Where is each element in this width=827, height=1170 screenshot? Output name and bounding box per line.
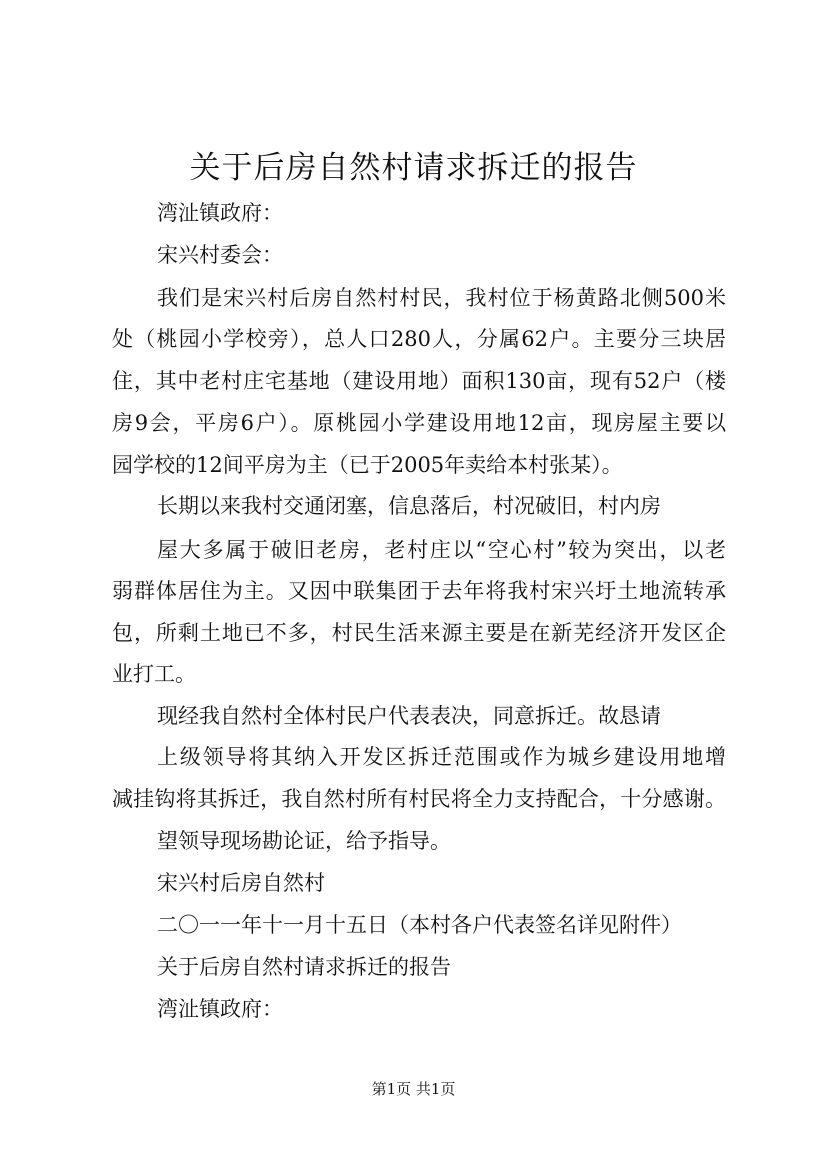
body-line: 住，其中老村庄宅基地（建设用地）面积130亩，现有52户（楼 xyxy=(112,369,726,393)
body-line: 业打工。 xyxy=(112,662,196,686)
body-line: 处（桃园小学校旁），总人口280人，分属62户。主要分三块居 xyxy=(112,327,726,351)
salutation-line: 宋兴村委会： xyxy=(157,243,283,267)
body-line: 园学校的12间平房为主（已于2005年卖给本村张某）。 xyxy=(112,453,623,477)
body-line: 屋大多属于破旧老房，老村庄以“空心村”较为突出，以老 xyxy=(157,538,726,562)
body-line: 减挂钩将其拆迁，我自然村所有村民将全力支持配合，十分感谢。 xyxy=(112,787,726,811)
repeated-title-line: 关于后房自然村请求拆迁的报告 xyxy=(157,955,451,979)
body-line: 上级领导将其纳入开发区拆迁范围或作为城乡建设用地增 xyxy=(157,745,726,769)
body-line: 房9会，平房6户）。原桃园小学建设用地12亩，现房屋主要以 xyxy=(112,411,726,435)
date-line: 二〇一一年十一月十五日（本村各户代表签名详见附件） xyxy=(157,913,682,937)
body-line: 包，所剩土地已不多，村民生活来源主要是在新芜经济开发区企 xyxy=(112,621,726,645)
body-line: 我们是宋兴村后房自然村村民，我村位于杨黄路北侧500米 xyxy=(157,286,726,310)
document-title: 关于后房自然村请求拆迁的报告 xyxy=(189,150,638,186)
body-line: 现经我自然村全体村民户代表表决，同意拆迁。故恳请 xyxy=(157,704,661,728)
salutation-line: 湾沚镇政府： xyxy=(157,997,283,1021)
signature-line: 宋兴村后房自然村 xyxy=(157,871,325,895)
body-line: 望领导现场勘论证，给予指导。 xyxy=(157,829,451,853)
body-line: 长期以来我村交通闭塞，信息落后，村况破旧，村内房 xyxy=(157,494,661,518)
body-line: 弱群体居住为主。又因中联集团于去年将我村宋兴圩土地流转承 xyxy=(112,579,726,603)
salutation-line: 湾沚镇政府： xyxy=(157,201,283,225)
page-number-footer: 第1页 共1页 xyxy=(371,1080,456,1098)
